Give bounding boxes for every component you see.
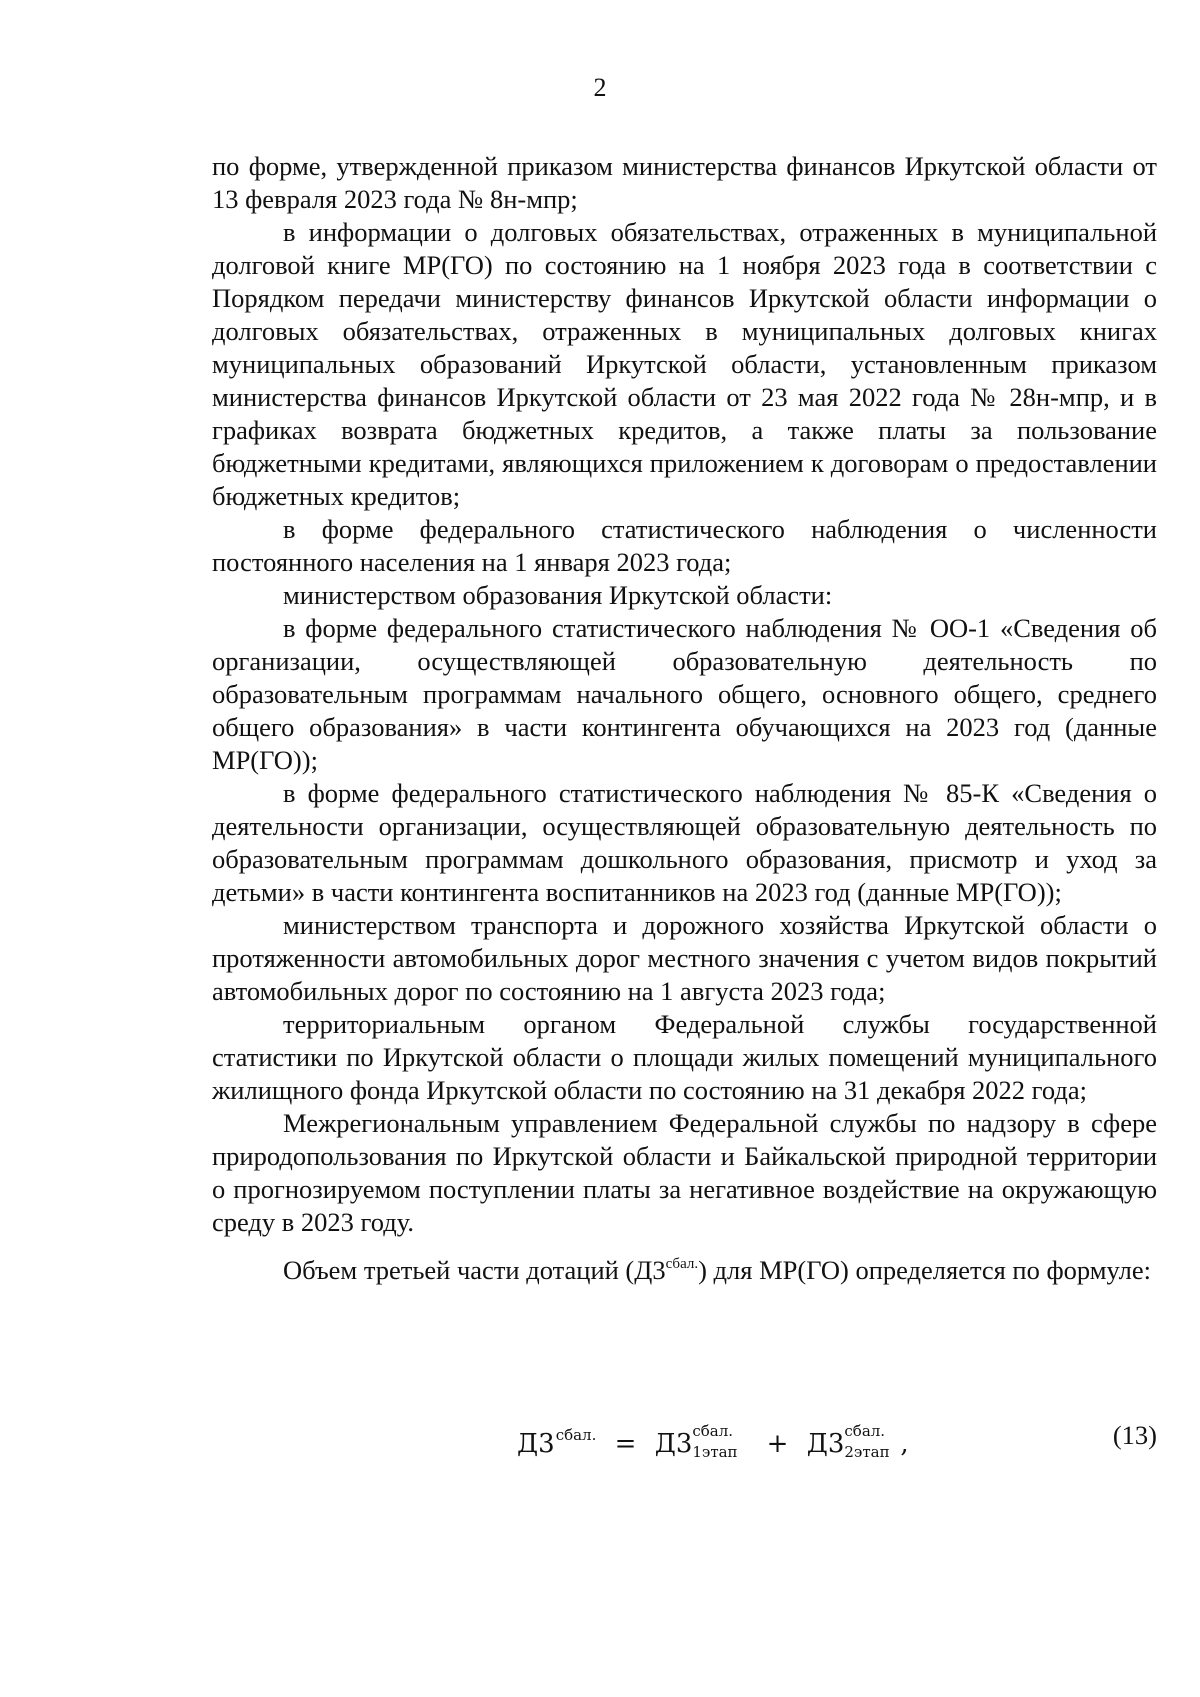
paragraph: Межрегиональным управлением Федеральной службы по надзору в сфере природопользования по Иркутской области и Байкальской природной территории о прогнозируемом поступлении платы за негативное воздействие на окружающую среду в 2023 году. [212, 1108, 1157, 1237]
formula-row [212, 1415, 1157, 1461]
document-body [212, 150, 1157, 1287]
formula-trailing-comma: , [900, 1429, 909, 1459]
formula-term2-base: Д3 [806, 1429, 845, 1459]
formula-intro-paragraph [212, 1248, 1157, 1287]
paragraph: территориальным органом Федеральной службы государственной статистики по Иркутской области о площади жилых помещений муниципального жилищного фонда Иркутской области по состоянию на 31 декабря 2022 года; [212, 1009, 1157, 1105]
formula-plus: + [766, 1429, 789, 1459]
formula-equals: = [614, 1429, 637, 1459]
paragraph: министерством образования Иркутской области: [283, 580, 833, 610]
formula-term2-subscript: 2этап [844, 1443, 890, 1461]
equation-number: (13) [1112, 1420, 1157, 1450]
page-number: 2 [593, 73, 607, 102]
paragraph: министерством транспорта и дорожного хозяйства Иркутской области о протяженности автомобильных дорог местного значения с учетом видов покрытий автомобильных дорог по состоянию на 1 августа 2023 года; [212, 910, 1157, 1006]
formula-term1-scripts [692, 1422, 748, 1462]
paragraph: в форме федерального статистического наблюдения № ОО-1 «Сведения об организации, осуществляющей образовательную деятельность по образовательным программам начального общего, основного общего, среднего общего образования» в части контингента обучающихся на 2023 год (данные МР(ГО)); [212, 613, 1157, 775]
intro-text-after: ) для МР(ГО) определяется по формуле: [698, 1255, 1151, 1285]
formula-term1-subscript: 1этап [692, 1443, 738, 1461]
intro-superscript: сбал. [665, 1256, 699, 1272]
paragraph: в форме федерального статистического наблюдения о численности постоянного населения на 1 января 2023 года; [212, 514, 1157, 577]
paragraph: в форме федерального статистического наблюдения № 85-К «Сведения о деятельности организации, осуществляющей образовательную деятельность по образовательным программам дошкольного образования, присмотр и уход за детьми» в части контингента воспитанников на 2023 год (данные МР(ГО)); [212, 778, 1157, 907]
formula-term2-superscript: сбал. [844, 1422, 886, 1440]
intro-text-before: Объем третьей части дотаций (Д3 [283, 1255, 666, 1285]
formula-term1-base: Д3 [654, 1429, 693, 1459]
paragraph: по форме, утвержденной приказом министерства финансов Иркутской области от 13 февраля 2023 года № 8н-мпр; [212, 151, 1157, 214]
paragraph: в информации о долговых обязательствах, отраженных в муниципальной долговой книге МР(ГО) по состоянию на 1 ноября 2023 года в соответствии с Порядком передачи министерству финансов Иркутской области информации о долговых обязательствах, отраженных в муниципальных долговых книгах муниципальных образований Иркутской области, установленным приказом министерства финансов Иркутской области от 23 мая 2022 года № 28н-мпр, и в графиках возврата бюджетных кредитов, а также платы за пользование бюджетными кредитами, являющихся приложением к договорам о предоставлении бюджетных кредитов; [212, 217, 1157, 511]
formula-lhs-superscript: сбал. [555, 1426, 597, 1444]
formula-term2-scripts [844, 1422, 900, 1462]
formula-lhs-base: Д3 [517, 1429, 555, 1459]
formula [517, 1415, 909, 1464]
formula-term1-superscript: сбал. [692, 1422, 734, 1440]
